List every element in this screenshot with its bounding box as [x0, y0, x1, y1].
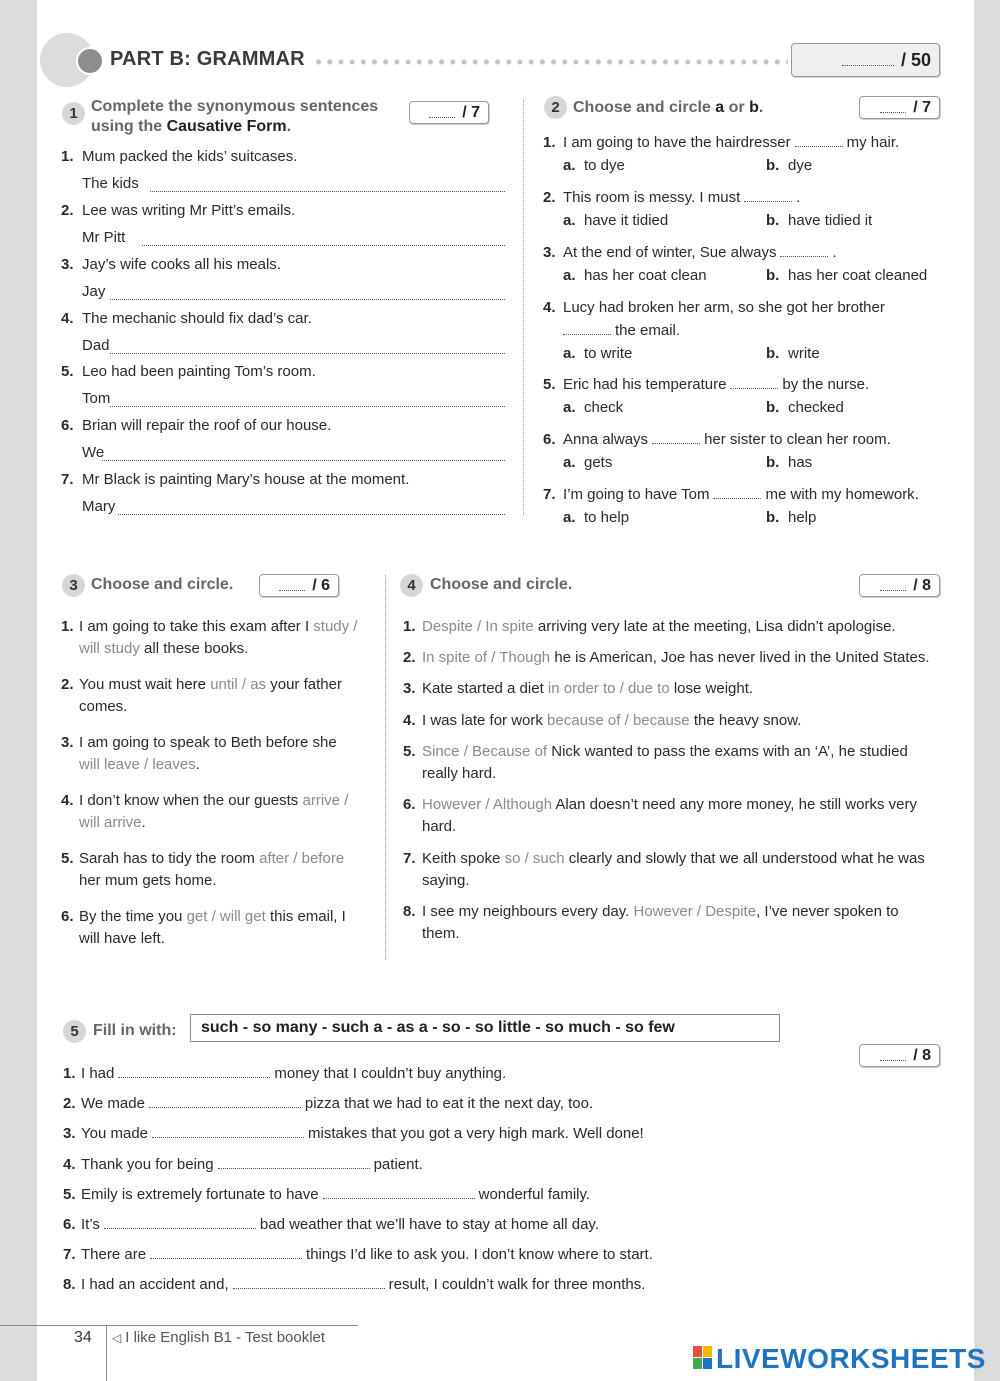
exercise-3-item-cont	[79, 872, 217, 889]
exercise-4-item	[403, 850, 925, 867]
exercise-3-item-cont	[79, 698, 127, 715]
item-text: .	[195, 756, 200, 773]
item-sentence-end: my hair.	[846, 134, 900, 151]
item-number: 7.	[61, 471, 74, 488]
option-b-label: b.	[766, 157, 780, 174]
column-divider-middle	[385, 575, 386, 960]
exercise-5-item	[63, 1246, 653, 1263]
item-text: Kate started a diet	[422, 680, 548, 697]
starter-word: Tom	[82, 390, 111, 407]
option-a[interactable]	[563, 509, 629, 526]
choice-options: will arrive	[79, 814, 142, 831]
column-divider-top	[523, 100, 524, 515]
item-text: money that I couldn’t buy anything.	[274, 1065, 507, 1082]
exercise-5-item	[63, 1095, 593, 1112]
item-text: lose weight.	[669, 680, 754, 697]
dotted-divider	[313, 58, 788, 66]
starter-word: Dad	[82, 337, 110, 354]
item-number: 7.	[63, 1246, 76, 1264]
item-text: her mum gets home.	[79, 872, 217, 889]
item-text: clearly and slowly that we all understood what he was	[564, 850, 925, 867]
exercise-3-item	[61, 850, 344, 867]
item-text: I am going to take this exam after I	[79, 618, 314, 635]
option-a[interactable]	[563, 345, 632, 362]
item-number: 5.	[61, 363, 74, 380]
option-a-label: a.	[563, 509, 576, 526]
item-number: 1.	[61, 618, 74, 635]
item-text: It’s	[81, 1216, 100, 1233]
item-text: You made	[81, 1125, 149, 1143]
item-number: 4.	[61, 310, 74, 327]
footer-rule	[0, 1325, 358, 1326]
item-text: mistakes that you got a very high mark. Well done!	[308, 1125, 644, 1143]
option-a-label: a.	[563, 454, 576, 471]
item-sentence: I am going to have the hairdresser	[563, 134, 791, 151]
exercise-3-item	[61, 734, 337, 751]
item-sentence-end: .	[796, 189, 801, 206]
exercise-2-item	[543, 431, 891, 448]
option-a-text: to help	[584, 509, 630, 526]
answer-blank[interactable]	[152, 1136, 304, 1138]
option-b-text: have tidied it	[788, 212, 873, 229]
choice-options: so / such	[504, 850, 565, 867]
exercise-4-item	[403, 743, 908, 760]
answer-blank[interactable]	[730, 387, 778, 389]
liveworksheets-logo-icon	[693, 1346, 713, 1370]
item-sentence: I’m going to have Tom	[563, 486, 710, 503]
answer-field[interactable]	[142, 245, 505, 246]
item-text: I was late for work	[422, 712, 548, 729]
exercise-4-item-cont	[422, 872, 470, 889]
exercise-1-starter	[82, 390, 110, 407]
answer-blank[interactable]	[795, 145, 843, 147]
answer-field[interactable]	[110, 406, 505, 407]
exercise-4-item	[403, 649, 930, 666]
item-sentence: Brian will repair the roof of our house.	[82, 417, 332, 434]
exercise-4-title: Choose and circle.	[430, 576, 573, 593]
option-b[interactable]	[766, 157, 812, 174]
answer-field[interactable]	[110, 353, 505, 354]
exercise-1-starter	[82, 175, 139, 192]
item-number: 3.	[61, 734, 74, 751]
answer-blank[interactable]	[149, 1106, 301, 1108]
item-number: 4.	[403, 712, 416, 729]
item-number: 2.	[61, 202, 74, 219]
exercise-1-item	[61, 202, 295, 219]
option-b[interactable]	[766, 212, 872, 229]
answer-blank[interactable]	[118, 1076, 270, 1078]
item-number: 1.	[63, 1065, 76, 1082]
item-text: I don’t know when the our guests	[79, 792, 303, 809]
item-text: patient.	[373, 1155, 423, 1173]
starter-word: Jay	[82, 283, 106, 300]
item-sentence: Eric had his temperature	[563, 376, 727, 393]
option-a-label: a.	[563, 212, 576, 229]
exercise-3-item-cont	[79, 814, 146, 831]
item-sentence: Jay’s wife cooks all his meals.	[82, 256, 281, 273]
item-number: 6.	[61, 417, 74, 434]
item-text: Keith spoke	[422, 850, 505, 867]
item-number: 4.	[543, 299, 556, 316]
item-text: the heavy snow.	[689, 712, 802, 729]
exercise-3-item-cont	[79, 640, 248, 657]
item-text: result, I couldn’t walk for three months.	[388, 1276, 646, 1294]
answer-blank[interactable]	[713, 497, 761, 499]
exercise-2-item	[543, 134, 899, 151]
answer-blank[interactable]	[218, 1167, 370, 1169]
book-title: ◁ I like English B1 - Test booklet	[112, 1329, 326, 1346]
exercise-4-item	[403, 680, 753, 697]
option-b-text: write	[788, 345, 820, 362]
item-sentence-end: me with my homework.	[765, 486, 919, 503]
choice-options: However / Although	[422, 796, 553, 813]
item-text: arriving very late at the meeting, Lisa didn’t apologise.	[533, 618, 896, 635]
item-number: 3.	[61, 256, 74, 273]
option-b-text: has	[788, 454, 813, 471]
page-number: 34	[74, 1329, 92, 1346]
exercise-1-item	[61, 471, 409, 488]
option-b[interactable]	[766, 509, 816, 526]
exercise-1-title: Complete the synonymous sentences using the Causative Form.	[91, 98, 379, 135]
option-a-label: a.	[563, 399, 576, 416]
item-text: By the time you	[79, 908, 187, 925]
item-text: bad weather that we’ll have to stay at home all day.	[259, 1216, 599, 1233]
answer-field[interactable]	[118, 514, 505, 515]
item-number: 6.	[543, 431, 556, 448]
option-a-text: has her coat clean	[584, 267, 707, 284]
item-text: I am going to speak to Beth before she	[79, 734, 337, 751]
item-number: 4.	[61, 792, 74, 809]
exercise-2-number: 2	[544, 96, 567, 119]
option-b-label: b.	[766, 345, 780, 362]
item-sentence: Anna always	[563, 431, 649, 448]
item-number: 7.	[403, 850, 416, 867]
item-text: Thank you for being	[81, 1155, 214, 1173]
item-sentence: At the end of winter, Sue always	[563, 244, 777, 261]
word-bank: such - so many - such a - as a - so - so little - so much - so few	[190, 1014, 780, 1042]
exercise-1-item	[61, 148, 297, 165]
exercise-1-starter	[82, 337, 110, 354]
item-number: 2.	[61, 676, 74, 693]
item-text: There are	[81, 1246, 147, 1264]
exercise-5-item	[63, 1065, 506, 1082]
exercise-3-item	[61, 618, 357, 635]
item-number: 1.	[61, 148, 74, 165]
choice-options: get / will get	[186, 908, 266, 925]
exercise-3-item	[61, 676, 342, 693]
choice-options: after / before	[259, 850, 345, 867]
item-number: 5.	[63, 1185, 76, 1203]
item-text: really hard.	[422, 765, 497, 782]
exercise-1-number: 1	[62, 102, 85, 125]
item-number: 6.	[403, 796, 416, 813]
option-a[interactable]	[563, 399, 623, 416]
answer-field[interactable]	[102, 460, 505, 461]
exercise-5-item	[63, 1125, 644, 1142]
answer-blank[interactable]	[744, 200, 792, 202]
item-number: 3.	[403, 680, 416, 697]
choice-options: because of / because	[547, 712, 690, 729]
exercise-2-item	[543, 189, 800, 206]
item-text: hard.	[422, 818, 457, 835]
starter-word: The kids	[82, 175, 139, 192]
exercise-4-item-cont	[422, 765, 496, 782]
option-a-text: check	[584, 399, 624, 416]
option-a-text: to write	[584, 345, 633, 362]
item-sentence-end: the email.	[615, 322, 681, 339]
item-number: 6.	[61, 908, 74, 925]
option-a[interactable]	[563, 267, 707, 284]
exercise-3-item	[61, 908, 346, 925]
item-text: You must wait here	[79, 676, 211, 693]
exercise-4-score-box[interactable]: / 8	[859, 574, 940, 597]
exercise-1-item	[61, 363, 316, 380]
answer-blank[interactable]	[104, 1227, 256, 1229]
item-number: 8.	[63, 1276, 76, 1294]
starter-word: Mary	[82, 498, 116, 515]
item-text: them.	[422, 925, 460, 942]
item-text: I had	[81, 1065, 115, 1082]
item-sentence: This room is messy. I must	[563, 189, 741, 206]
exercise-1-starter	[82, 444, 104, 461]
item-text: , I’ve never spoken to	[756, 903, 899, 920]
item-sentence: Leo had been painting Tom’s room.	[82, 363, 316, 380]
item-text: pizza that we had to eat it the next day, too.	[304, 1095, 594, 1113]
option-b-label: b.	[766, 212, 780, 229]
part-title: PART B: GRAMMAR	[110, 48, 305, 70]
exercise-3-item-cont	[79, 756, 200, 773]
exercise-4-item	[403, 712, 801, 729]
item-text: Nick wanted to pass the exams with an ‘A’, he studied	[547, 743, 908, 760]
exercise-5-item	[63, 1216, 599, 1233]
item-number: 5.	[403, 743, 416, 760]
answer-blank[interactable]	[563, 333, 611, 335]
choice-options: in order to / due to	[547, 680, 670, 697]
exercise-2-item	[543, 299, 885, 316]
choice-options: study /	[313, 618, 358, 635]
item-sentence-end: her sister to clean her room.	[704, 431, 891, 448]
exercise-3-number: 3	[62, 574, 85, 597]
item-number: 4.	[63, 1155, 76, 1173]
item-text: will have left.	[79, 930, 165, 947]
exercise-5-title: Fill in with:	[93, 1022, 177, 1039]
exercise-1-item	[61, 256, 281, 273]
item-text: comes.	[79, 698, 128, 715]
exercise-3-title: Choose and circle.	[91, 576, 234, 593]
option-b[interactable]	[766, 399, 844, 416]
option-b-text: help	[788, 509, 817, 526]
item-text: things I’d like to ask you. I don’t know where to start.	[306, 1246, 653, 1264]
exercise-1-starter	[82, 229, 125, 246]
choice-options: will leave / leaves	[79, 756, 196, 773]
item-number: 5.	[61, 850, 74, 867]
choice-options: In spite of / Though	[422, 649, 551, 666]
exercise-5-item	[63, 1186, 590, 1203]
option-b[interactable]	[766, 454, 812, 471]
exercise-4-item	[403, 903, 899, 920]
option-a-text: to dye	[584, 157, 625, 174]
exercise-5-score-box[interactable]: / 8	[859, 1044, 940, 1067]
exercise-5-item	[63, 1156, 423, 1173]
exercise-5-number: 5	[63, 1020, 86, 1043]
exercise-4-item	[403, 618, 896, 635]
choice-options: Despite / In spite	[422, 618, 534, 635]
option-a-label: a.	[563, 345, 576, 362]
exercise-4-item-cont	[422, 818, 456, 835]
item-text: Emily is extremely fortunate to have	[81, 1185, 319, 1203]
option-a-label: a.	[563, 157, 576, 174]
item-text: Sarah has to tidy the room	[79, 850, 260, 867]
answer-blank[interactable]	[150, 1257, 302, 1259]
item-sentence-end: .	[832, 244, 837, 261]
exercise-2-item	[543, 244, 837, 261]
arrow-icon: ◁	[112, 1331, 122, 1345]
option-b-text: checked	[788, 399, 844, 416]
exercise-2-score-box[interactable]: / 7	[859, 96, 940, 119]
item-number: 1.	[543, 134, 556, 151]
item-text: wonderful family.	[478, 1185, 591, 1203]
option-a-text: gets	[584, 454, 613, 471]
exercise-4-item	[403, 796, 917, 813]
total-score-box[interactable]	[791, 43, 940, 77]
answer-blank[interactable]	[652, 442, 700, 444]
item-number: 6.	[63, 1216, 76, 1233]
exercise-2-item	[543, 486, 919, 503]
liveworksheets-logo[interactable]: LIVEWORKSHEETS	[693, 1343, 986, 1375]
header-bullet-icon	[76, 47, 104, 75]
option-b-label: b.	[766, 267, 780, 284]
item-sentence: Lucy had broken her arm, so she got her brother	[563, 299, 885, 316]
item-sentence: Lee was writing Mr Pitt’s emails.	[82, 202, 296, 219]
option-a[interactable]	[563, 157, 625, 174]
answer-blank[interactable]	[233, 1287, 385, 1289]
exercise-5-item	[63, 1276, 645, 1293]
starter-word: Mr Pitt	[82, 229, 126, 246]
item-sentence: The mechanic should fix dad’s car.	[82, 310, 312, 327]
exercise-1-item	[61, 310, 312, 327]
choice-options: arrive /	[302, 792, 349, 809]
item-text: Alan doesn’t need any more money, he still works very	[552, 796, 917, 813]
option-a-text: have it tidied	[584, 212, 669, 229]
footer-divider	[106, 1325, 107, 1381]
choice-options: However / Despite	[633, 903, 757, 920]
item-text: he is American, Joe has never lived in the United States.	[550, 649, 930, 666]
option-b[interactable]	[766, 345, 820, 362]
item-text: your father	[266, 676, 342, 693]
option-b-label: b.	[766, 509, 780, 526]
exercise-2-item	[543, 376, 869, 393]
option-b[interactable]	[766, 267, 927, 284]
exercise-1-starter	[82, 498, 115, 515]
exercise-1-score-box[interactable]: / 7	[409, 101, 489, 124]
exercise-2-title: Choose and circle a or b.	[573, 99, 764, 116]
exercise-4-item-cont	[422, 925, 460, 942]
option-b-text: has her coat cleaned	[788, 267, 928, 284]
exercise-3-score-box[interactable]: / 6	[259, 574, 339, 597]
item-number: 3.	[543, 244, 556, 261]
item-text: this email, I	[265, 908, 346, 925]
item-text: I see my neighbours every day.	[422, 903, 634, 920]
total-score-label: / 50	[900, 49, 931, 70]
exercise-1-starter	[82, 283, 105, 300]
answer-field[interactable]	[110, 299, 505, 300]
answer-blank[interactable]	[780, 255, 828, 257]
item-number: 8.	[403, 903, 416, 920]
exercise-3-item-cont	[79, 930, 165, 947]
item-number: 2.	[403, 649, 416, 666]
choice-options: Since / Because of	[422, 743, 548, 760]
answer-field[interactable]	[150, 191, 505, 192]
option-a-label: a.	[563, 267, 576, 284]
answer-blank[interactable]	[323, 1197, 475, 1199]
option-b-text: dye	[788, 157, 813, 174]
exercise-3-item	[61, 792, 348, 809]
option-b-label: b.	[766, 399, 780, 416]
item-sentence: Mr Black is painting Mary’s house at the moment.	[82, 471, 410, 488]
choice-options: until / as	[210, 676, 267, 693]
item-text: .	[141, 814, 146, 831]
item-number: 2.	[543, 189, 556, 206]
item-text: all these books.	[139, 640, 249, 657]
item-number: 1.	[403, 618, 416, 635]
option-a[interactable]	[563, 454, 612, 471]
item-number: 5.	[543, 376, 556, 393]
exercise-2-item-cont	[563, 322, 680, 339]
item-sentence: Mum packed the kids’ suitcases.	[82, 148, 298, 165]
item-number: 3.	[63, 1125, 76, 1143]
item-text: saying.	[422, 872, 470, 889]
item-number: 2.	[63, 1095, 76, 1113]
item-number: 7.	[543, 486, 556, 503]
item-text: We made	[81, 1095, 145, 1113]
choice-options: will study	[79, 640, 140, 657]
option-b-label: b.	[766, 454, 780, 471]
item-text: I had an accident and,	[81, 1276, 229, 1294]
starter-word: We	[82, 444, 105, 461]
exercise-1-item	[61, 417, 331, 434]
option-a[interactable]	[563, 212, 668, 229]
item-sentence-end: by the nurse.	[782, 376, 870, 393]
exercise-4-number: 4	[400, 574, 423, 597]
